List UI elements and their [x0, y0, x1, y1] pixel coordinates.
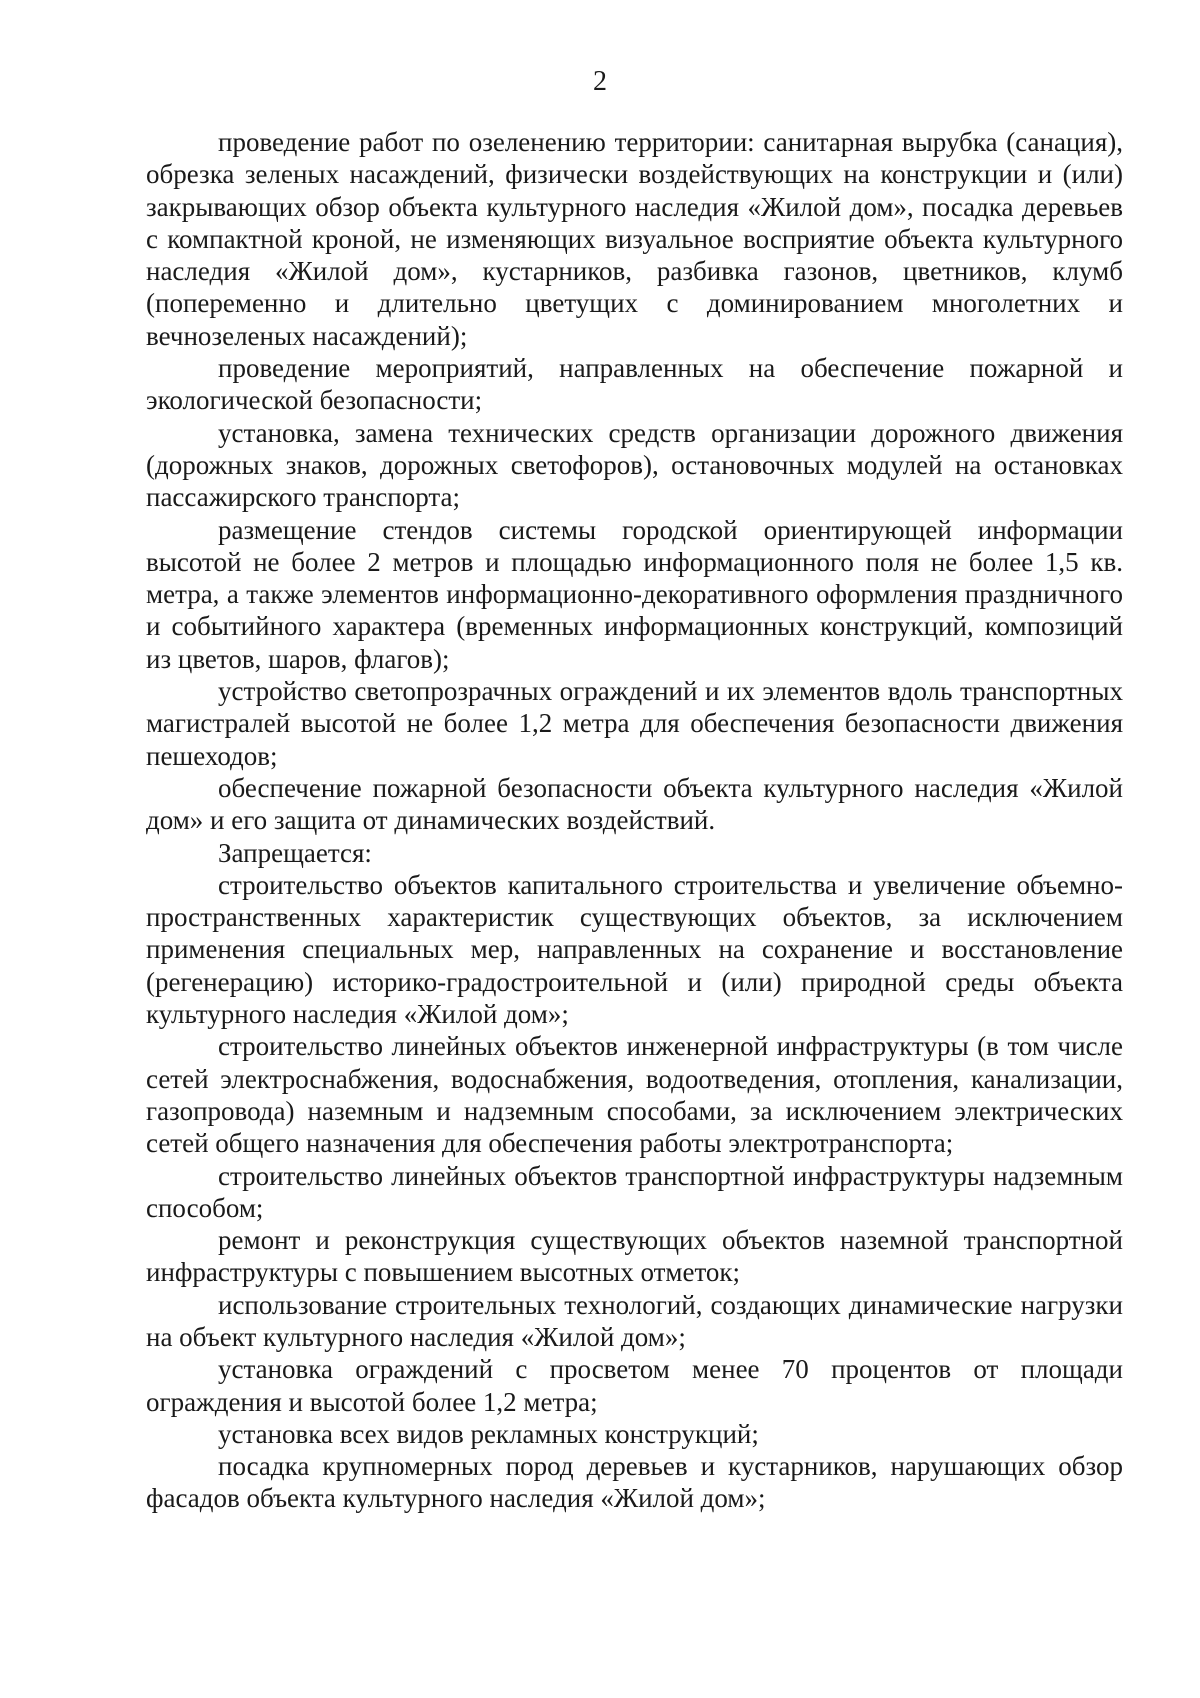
paragraph-landscaping: проведение работ по озеленению территории: санитарная вырубка (санация), обрезка зеленых насаждений, физически воздействующих на конструкции и (или) закрывающих обзор объекта культурного наследия «Жилой дом», посадка деревьев с компактной кроной, не изменяющих визуальное восприятие объекта культурного наследия «Жилой дом», кустарников, разбивка газонов, цветников, клумб (попеременно и длительно цветущих с доминированием многолетних и вечнозеленых насаждений);	[146, 127, 1123, 351]
paragraph-fire-safety-protection: обеспечение пожарной безопасности объекта культурного наследия «Жилой дом» и его защита от динамических воздействий.	[146, 772, 1123, 836]
paragraph-information-stands: размещение стендов системы городской ориентирующей информации высотой не более 2 метров и площадью информационного поля не более 1,5 кв. метра, а также элементов информационно-декоративного оформления праздничного и событийного характера (временных информационных конструкций, композиций из цветов, шаров, флагов);	[146, 514, 1123, 674]
paragraph-road-repair: ремонт и реконструкция существующих объектов наземной транспортной инфраструктуры с повышением высотных отметок;	[146, 1225, 1123, 1288]
paragraph-capital-construction: строительство объектов капитального строительства и увеличение объемно-пространственных характеристик существующих объектов, за исключением применения специальных мер, направленных на сохранение и восстановление (регенерацию) историко-градостроительной и (или) природной среды объекта культурного наследия «Жилой дом»;	[146, 869, 1123, 1030]
paragraph-traffic-equipment: установка, замена технических средств организации дорожного движения (дорожных знаков, дорожных светофоров), остановочных модулей на остановках пассажирского транспорта;	[146, 417, 1123, 513]
paragraph-fence-clearance: установка ограждений с просветом менее 70 процентов от площади ограждения и высотой более 1,2 метра;	[146, 1354, 1123, 1417]
paragraph-transparent-fences: устройство светопрозрачных ограждений и их элементов вдоль транспортных магистралей высотой не более 1,2 метра для обеспечения безопасности движения пешеходов;	[146, 676, 1123, 771]
page-number: 2	[593, 66, 607, 97]
paragraph-transport-infrastructure: строительство линейных объектов транспортной инфраструктуры надземным способом;	[146, 1160, 1123, 1223]
paragraph-large-trees: посадка крупномерных пород деревьев и кустарников, нарушающих обзор фасадов объекта культурного наследия «Жилой дом»;	[146, 1451, 1123, 1514]
document-body	[146, 126, 1123, 1515]
paragraph-engineering-infrastructure: строительство линейных объектов инженерной инфраструктуры (в том числе сетей электроснабжения, водоснабжения, водоотведения, отопления, канализации, газопровода) наземным и надземным способами, за исключением электрических сетей общего назначения для обеспечения работы электротранспорта;	[146, 1031, 1123, 1159]
paragraph-prohibited-heading: Запрещается:	[218, 837, 372, 868]
paragraph-advertising: установка всех видов рекламных конструкций;	[218, 1418, 759, 1449]
paragraph-fire-ecology-safety: проведение мероприятий, направленных на обеспечение пожарной и экологической безопасности;	[146, 353, 1123, 416]
paragraph-dynamic-loads: использование строительных технологий, создающих динамические нагрузки на объект культурного наследия «Жилой дом»;	[146, 1289, 1123, 1352]
